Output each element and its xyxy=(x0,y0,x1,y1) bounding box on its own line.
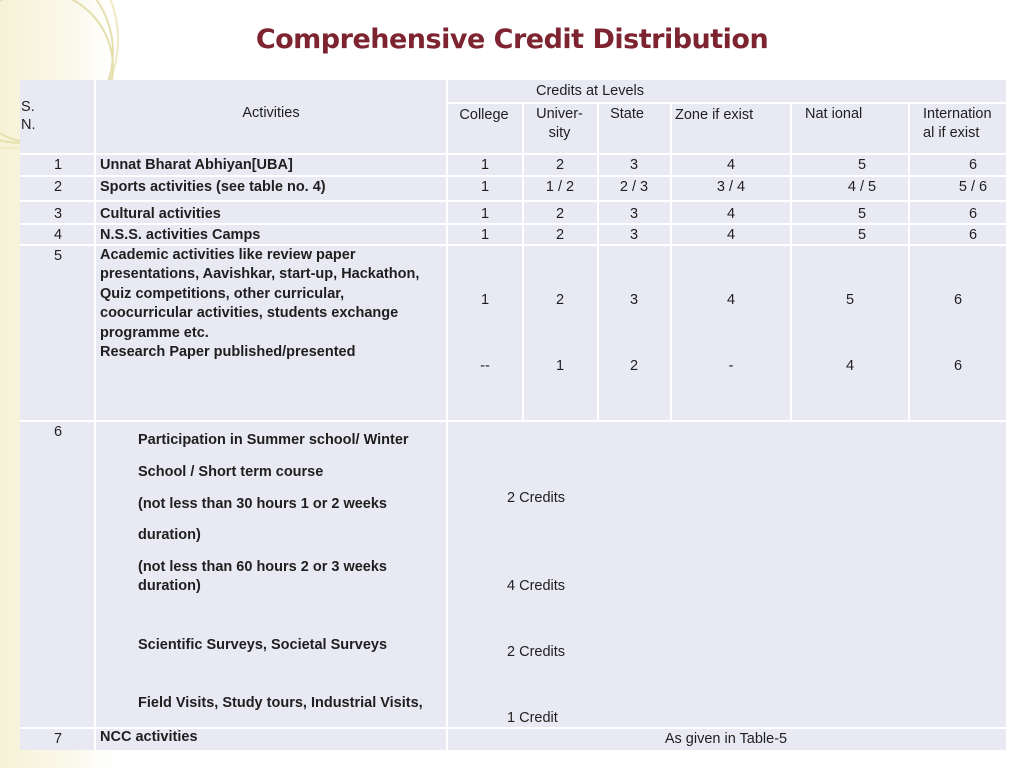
grid-line xyxy=(446,80,448,750)
credit-university: 2 xyxy=(555,227,565,243)
credit-state: 3 xyxy=(629,292,639,308)
credit-college: 1 xyxy=(480,157,490,173)
header-college: College xyxy=(459,107,509,123)
credit-international: 6 xyxy=(953,358,963,374)
credit-national: 4 / 5 xyxy=(847,179,877,195)
grid-line xyxy=(522,102,524,422)
grid-line xyxy=(20,200,1006,202)
credit-state: 2 / 3 xyxy=(619,179,649,195)
row-sn: 4 xyxy=(53,227,63,243)
header-international: Internation xyxy=(923,106,992,122)
credit-amount: 1 Credit xyxy=(507,710,558,726)
credit-zone: 4 xyxy=(726,157,736,173)
row-activity-line: Scientific Surveys, Societal Surveys xyxy=(138,637,388,653)
credit-national: 4 xyxy=(845,358,855,374)
credit-college: 1 xyxy=(480,206,490,222)
credit-zone: 4 xyxy=(726,206,736,222)
credit-university: 2 xyxy=(555,206,565,222)
credit-college: 1 xyxy=(480,179,490,195)
credit-international: 6 xyxy=(968,206,978,222)
credit-amount: 2 Credits xyxy=(507,490,566,506)
grid-line xyxy=(908,102,910,422)
header-university: sity xyxy=(548,125,571,141)
credit-zone: 4 xyxy=(726,292,736,308)
row-activity-line: duration) xyxy=(138,527,201,543)
credit-national: 5 xyxy=(857,157,867,173)
credit-national: 5 xyxy=(857,227,867,243)
row-activity: Cultural activities xyxy=(100,206,221,222)
row-activity-line: presentations, Aavishkar, start-up, Hackathon, xyxy=(100,266,420,282)
credit-state: 3 xyxy=(629,157,639,173)
credit-international: 6 xyxy=(968,157,978,173)
credit-college: 1 xyxy=(480,292,490,308)
header-zone: Zone if exist xyxy=(675,107,754,123)
credit-university: 2 xyxy=(555,292,565,308)
row-activity: NCC activities xyxy=(100,729,198,745)
credit-zone: 3 / 4 xyxy=(716,179,746,195)
grid-line xyxy=(670,102,672,422)
header-sn: N. xyxy=(21,117,36,133)
credit-state: 2 xyxy=(629,358,639,374)
row-activity: Sports activities (see table no. 4) xyxy=(100,179,326,195)
row-sn: 3 xyxy=(53,206,63,222)
credit-college: 1 xyxy=(480,227,490,243)
credit-university: 2 xyxy=(555,157,565,173)
row-sn: 6 xyxy=(53,424,63,440)
credit-amount: 4 Credits xyxy=(507,578,566,594)
row-activity-line: School / Short term course xyxy=(138,464,324,480)
row-activity: N.S.S. activities Camps xyxy=(100,227,261,243)
row-activity-line: programme etc. xyxy=(100,325,209,341)
row-activity: Unnat Bharat Abhiyan[UBA] xyxy=(100,157,293,173)
row-activity-line: Academic activities like review paper xyxy=(100,247,356,263)
credit-note: As given in Table-5 xyxy=(664,731,788,747)
row-sn: 1 xyxy=(53,157,63,173)
header-national: Nat ional xyxy=(805,106,863,122)
row-activity-line: coocurricular activities, students exchange xyxy=(100,305,399,321)
credit-state: 3 xyxy=(629,227,639,243)
credit-college: -- xyxy=(480,358,490,374)
credit-table xyxy=(20,80,1006,750)
header-sn: S. xyxy=(21,99,35,115)
row-sn: 2 xyxy=(53,179,63,195)
credit-national: 5 xyxy=(857,206,867,222)
header-credits-at-levels: Credits at Levels xyxy=(536,83,644,99)
credit-international: 6 xyxy=(953,292,963,308)
credit-national: 5 xyxy=(845,292,855,308)
grid-line xyxy=(790,102,792,422)
credit-international: 5 / 6 xyxy=(958,179,988,195)
credit-state: 3 xyxy=(629,206,639,222)
row-activity-line: Field Visits, Study tours, Industrial Visits, xyxy=(138,695,423,711)
header-international: al if exist xyxy=(923,125,980,141)
row-activity-line: (not less than 60 hours 2 or 3 weeks xyxy=(138,559,387,575)
row-activity-line: Research Paper published/presented xyxy=(100,344,356,360)
grid-line xyxy=(20,153,1006,155)
header-state: State xyxy=(610,106,644,122)
row-activity-line: duration) xyxy=(138,578,201,594)
grid-line xyxy=(446,102,1006,104)
grid-line xyxy=(20,420,1006,422)
header-activities: Activities xyxy=(242,105,300,121)
slide-title: Comprehensive Credit Distribution xyxy=(255,24,769,55)
credit-amount: 2 Credits xyxy=(507,644,566,660)
row-sn: 7 xyxy=(53,731,63,747)
grid-line xyxy=(20,175,1006,177)
row-activity-line: Quiz competitions, other curricular, xyxy=(100,286,345,302)
credit-university: 1 xyxy=(555,358,565,374)
header-university: Univer- xyxy=(536,106,583,122)
credit-university: 1 / 2 xyxy=(545,179,575,195)
credit-zone: - xyxy=(728,358,734,374)
row-activity-line: Participation in Summer school/ Winter xyxy=(138,432,409,448)
credit-zone: 4 xyxy=(726,227,736,243)
credit-international: 6 xyxy=(968,227,978,243)
row-sn: 5 xyxy=(53,248,63,264)
row-activity-line: (not less than 30 hours 1 or 2 weeks xyxy=(138,496,387,512)
